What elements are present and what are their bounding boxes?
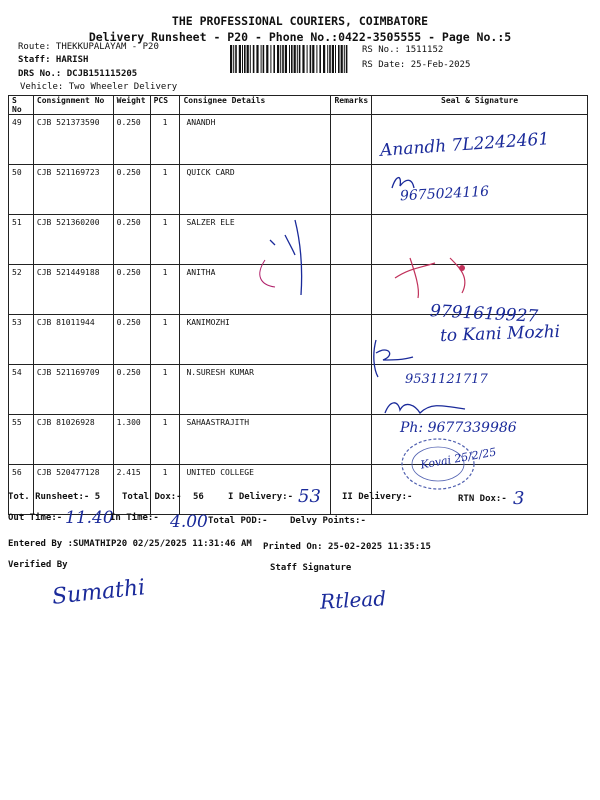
rtn-dox-value: 3 bbox=[513, 488, 525, 509]
cell-weight: 0.250 bbox=[113, 115, 150, 165]
entered-by: Entered By :SUMATHIP20 02/25/2025 11:31:46 AM bbox=[8, 539, 252, 549]
barcode-bar bbox=[239, 45, 241, 73]
cell-sno: 50 bbox=[9, 165, 34, 215]
signature-55: Ph: 9677339986 bbox=[400, 420, 517, 436]
cell-sno: 53 bbox=[9, 315, 34, 365]
cell-pcs: 1 bbox=[150, 365, 180, 415]
cell-consignment-no: CJB 520477128 bbox=[33, 465, 113, 515]
total-dox-value: 56 bbox=[193, 492, 204, 502]
barcode-bar bbox=[247, 45, 249, 73]
barcode-bar bbox=[270, 45, 271, 73]
header-consignment: Consignment No bbox=[33, 96, 113, 115]
cell-sno: 54 bbox=[9, 365, 34, 415]
header-pcs: PCS bbox=[150, 96, 180, 115]
cell-pcs: 1 bbox=[150, 165, 180, 215]
cell-consignment-no: CJB 521360200 bbox=[33, 215, 113, 265]
header-seal-signature: Seal & Signature bbox=[372, 96, 588, 115]
signature-54: 9531121717 bbox=[405, 372, 488, 387]
cell-weight: 1.300 bbox=[113, 415, 150, 465]
barcode-bar bbox=[312, 45, 314, 73]
barcode-bar bbox=[280, 45, 281, 73]
cell-weight: 0.250 bbox=[113, 265, 150, 315]
total-dox-label: Total Dox:- bbox=[122, 492, 182, 502]
cell-weight: 0.250 bbox=[113, 165, 150, 215]
delvy-points-label: Delvy Points:- bbox=[290, 516, 366, 526]
vehicle-label: Vehicle: Two Wheeler Delivery bbox=[20, 82, 178, 92]
signature-53-phone: 9791619927 bbox=[429, 301, 539, 327]
header-remarks: Remarks bbox=[331, 96, 372, 115]
out-time-label: Out Time:- bbox=[8, 513, 63, 523]
barcode-bar bbox=[250, 45, 251, 73]
barcode-bar bbox=[329, 45, 331, 73]
signature-51 bbox=[255, 215, 325, 300]
rs-date: RS Date: 25-Feb-2025 bbox=[362, 60, 471, 70]
table-header-row bbox=[9, 96, 588, 115]
out-time-value: 11.40 bbox=[65, 508, 114, 528]
route-label: Route: THEKKUPALAYAM - P20 bbox=[18, 42, 159, 52]
cell-remarks bbox=[331, 365, 372, 415]
barcode-bar bbox=[344, 45, 345, 73]
cell-sno: 51 bbox=[9, 215, 34, 265]
cell-pcs: 1 bbox=[150, 115, 180, 165]
barcode-bar bbox=[323, 45, 325, 73]
barcode-bar bbox=[256, 45, 258, 73]
barcode-bar bbox=[319, 45, 321, 73]
cell-consignee: KANIMOZHI bbox=[180, 315, 331, 365]
rs-number: RS No.: 1511152 bbox=[362, 45, 444, 55]
barcode-bar bbox=[307, 45, 308, 73]
cell-remarks bbox=[331, 215, 372, 265]
barcode-bar bbox=[233, 45, 234, 73]
total-runsheet: Tot. Runsheet:- 5 bbox=[8, 492, 101, 502]
drs-number: DRS No.: DCJB151115205 bbox=[18, 69, 138, 79]
barcode-bar bbox=[242, 45, 243, 73]
cell-consignee: ANANDH bbox=[180, 115, 331, 165]
header-consignee: Consignee Details bbox=[180, 96, 331, 115]
header-weight: Weight bbox=[113, 96, 150, 115]
barcode-bar bbox=[310, 45, 312, 73]
barcode-bar bbox=[338, 45, 340, 73]
document-title: THE PROFESSIONAL COURIERS, COIMBATORE bbox=[171, 14, 429, 28]
signature-50-mark bbox=[388, 170, 418, 195]
cell-consignee: QUICK CARD bbox=[180, 165, 331, 215]
cell-sno: 56 bbox=[9, 465, 34, 515]
barcode-bar bbox=[230, 45, 232, 73]
barcode-bar bbox=[332, 45, 334, 73]
barcode-bar bbox=[282, 45, 284, 73]
barcode bbox=[230, 45, 350, 73]
cell-remarks bbox=[331, 265, 372, 315]
cell-pcs: 1 bbox=[150, 465, 180, 515]
in-time-value: 4.00 bbox=[170, 512, 208, 532]
header-sno: S No bbox=[9, 96, 34, 115]
cell-weight: 0.250 bbox=[113, 365, 150, 415]
barcode-bar bbox=[327, 45, 328, 73]
cell-consignee: SAHAASTRAJITH bbox=[180, 415, 331, 465]
cell-weight: 2.415 bbox=[113, 465, 150, 515]
cell-consignment-no: CJB 521169709 bbox=[33, 365, 113, 415]
barcode-bar bbox=[291, 45, 293, 73]
cell-consignee: N.SURESH KUMAR bbox=[180, 365, 331, 415]
staff-signature-label: Staff Signature bbox=[270, 563, 352, 573]
barcode-bar bbox=[302, 45, 304, 73]
signature-50: 9675024116 bbox=[399, 183, 490, 205]
cell-remarks bbox=[331, 165, 372, 215]
barcode-bar bbox=[263, 45, 265, 73]
cell-sno: 49 bbox=[9, 115, 34, 165]
in-time-label: In Time:- bbox=[110, 513, 159, 523]
document-subtitle: Delivery Runsheet - P20 - Phone No.:0422-3505555 - Page No.:5 bbox=[88, 30, 512, 44]
cell-sno: 55 bbox=[9, 415, 34, 465]
cell-consignee: ANITHA bbox=[180, 265, 331, 315]
table-row bbox=[9, 365, 588, 415]
cell-consignee: UNITED COLLEGE bbox=[180, 465, 331, 515]
staff-signature: Rtlead bbox=[319, 586, 387, 614]
total-pod-label: Total POD:- bbox=[208, 516, 268, 526]
cell-consignment-no: CJB 81011944 bbox=[33, 315, 113, 365]
barcode-bar bbox=[297, 45, 298, 73]
i-delivery-label: I Delivery:- bbox=[228, 492, 294, 502]
verifier-signature: Sumathi bbox=[50, 575, 147, 610]
barcode-bar bbox=[346, 45, 348, 73]
barcode-bar bbox=[273, 45, 275, 73]
barcode-bar bbox=[341, 45, 343, 73]
cell-consignment-no: CJB 521373590 bbox=[33, 115, 113, 165]
staff-label: Staff: HARISH bbox=[18, 55, 89, 65]
table-row bbox=[9, 165, 588, 215]
cell-weight: 0.250 bbox=[113, 215, 150, 265]
ii-delivery-label: II Delivery:- bbox=[342, 492, 413, 502]
rtn-dox-label: RTN Dox:- bbox=[458, 494, 507, 504]
cell-pcs: 1 bbox=[150, 415, 180, 465]
cell-remarks bbox=[331, 415, 372, 465]
cell-remarks bbox=[331, 465, 372, 515]
cell-consignment-no: CJB 521449188 bbox=[33, 265, 113, 315]
signature-53-name: to Kani Mozhi bbox=[439, 321, 561, 347]
cell-remarks bbox=[331, 315, 372, 365]
cell-pcs: 1 bbox=[150, 265, 180, 315]
barcode-bar bbox=[266, 45, 268, 73]
barcode-bar bbox=[235, 45, 237, 73]
signature-49: Anandh 7L2242461 bbox=[379, 129, 550, 161]
cell-pcs: 1 bbox=[150, 315, 180, 365]
verified-by-label: Verified By bbox=[8, 560, 68, 570]
printed-on: Printed On: 25-02-2025 11:35:15 bbox=[263, 542, 431, 552]
barcode-bar bbox=[316, 45, 317, 73]
barcode-bar bbox=[335, 45, 336, 73]
cell-remarks bbox=[331, 115, 372, 165]
cell-consignment-no: CJB 81026928 bbox=[33, 415, 113, 465]
barcode-bar bbox=[299, 45, 301, 73]
stamp-text: Kovai 25/2/25 bbox=[419, 445, 498, 472]
i-delivery-value: 53 bbox=[298, 486, 321, 507]
cell-weight: 0.250 bbox=[113, 315, 150, 365]
cell-consignment-no: CJB 521169723 bbox=[33, 165, 113, 215]
barcode-bar bbox=[253, 45, 255, 73]
barcode-bar bbox=[261, 45, 262, 73]
barcode-bar bbox=[289, 45, 290, 73]
cell-sno: 52 bbox=[9, 265, 34, 315]
cell-consignee: SALZER ELE bbox=[180, 215, 331, 265]
barcode-bar bbox=[244, 45, 246, 73]
cell-pcs: 1 bbox=[150, 215, 180, 265]
barcode-bar bbox=[294, 45, 296, 73]
barcode-bar bbox=[285, 45, 287, 73]
signature-52 bbox=[390, 248, 485, 303]
barcode-bar bbox=[277, 45, 279, 73]
